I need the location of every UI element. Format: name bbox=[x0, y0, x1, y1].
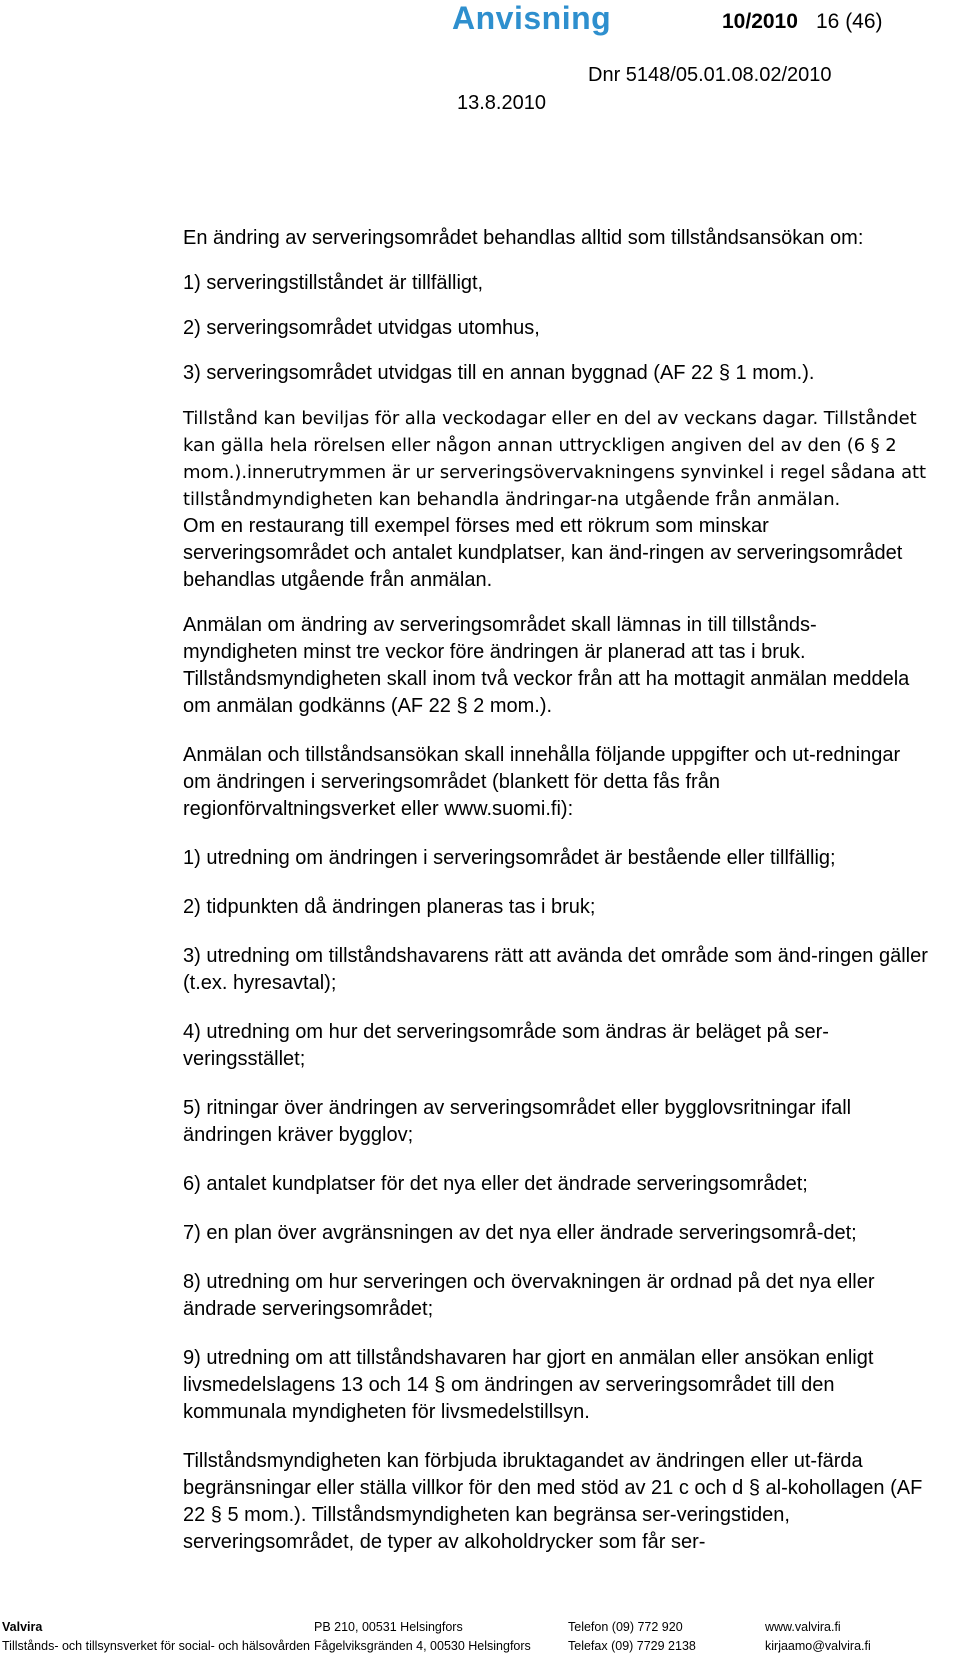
document-number: 10/2010 bbox=[722, 10, 798, 33]
paragraph-smoking-room: Om en restaurang till exempel förses med ett rökrum som minskar serveringsområdet och antalet kundplatser, kan änd-ringen av serveringsområdet behandlas utgående från anmälan. bbox=[183, 515, 903, 591]
list-item: 3) utredning om tillståndshavarens rätt att avända det område som änd-ringen gäller (t.ex. hyresavtal); bbox=[183, 945, 928, 994]
footer-phones bbox=[568, 1618, 696, 1656]
footer-email-link[interactable]: kirjaamo@valvira.fi bbox=[765, 1639, 871, 1653]
list-item: 9) utredning om att tillståndshavaren har gjort en anmälan eller ansökan enligt livsmedelslagens 13 och 14 § om ändringen av serveringsområdet till den kommunala myndigheten för livsmedelstillsyn. bbox=[183, 1347, 874, 1423]
list-item: 8) utredning om hur serveringen och övervakningen är ordnad på det nya eller ändrade serveringsområdet; bbox=[183, 1271, 875, 1320]
condition-item-1: 1) serveringstillståndet är tillfälligt, bbox=[183, 272, 484, 294]
document-type-title: Anvisning bbox=[452, 0, 612, 36]
document-date: 13.8.2010 bbox=[457, 92, 546, 114]
footer-organization bbox=[2, 1618, 310, 1656]
document-body bbox=[183, 225, 928, 1556]
condition-item-3: 3) serveringsområdet utvidgas till en annan byggnad (AF 22 § 1 mom.). bbox=[183, 362, 815, 384]
footer-website-link[interactable]: www.valvira.fi bbox=[765, 1620, 841, 1634]
page-number: 16 (46) bbox=[816, 10, 883, 33]
footer-org-full: Tillstånds- och tillsynsverket för social- och hälsovården bbox=[2, 1639, 310, 1653]
footer-postal-address: PB 210, 00531 Helsingfors bbox=[314, 1620, 463, 1634]
paragraph-permit-scope: Tillstånd kan beviljas för alla veckodagar eller en del av veckans dagar. Tillståndet kan gälla hela rörelsen eller någon annan uttryckligen angiven del av den (6 § 2 mom.).innerutrymmen är ur serveringsövervakningens synvinkel i regel sådana att tillståndmyndigheten kan behandla ändringar-na utgående från anmälan. bbox=[183, 408, 926, 510]
list-item: 2) tidpunkten då ändringen planeras tas i bruk; bbox=[183, 896, 596, 918]
footer-phone: Telefon (09) 772 920 bbox=[568, 1620, 683, 1634]
list-item: 1) utredning om ändringen i serveringsområdet är bestående eller tillfällig; bbox=[183, 847, 836, 869]
list-item: 7) en plan över avgränsningen av det nya eller ändrade serveringsområ-det; bbox=[183, 1222, 857, 1244]
paragraph-required-info: Anmälan och tillståndsansökan skall innehålla följande uppgifter och ut-redningar om ändringen i serveringsområdet (blankett för detta fås från regionförvaltningsverket eller www.suomi.fi): bbox=[183, 744, 901, 820]
paragraph-notification: Anmälan om ändring av serveringsområdet skall lämnas in till tillstånds-myndigheten minst tre veckor före ändringen är planerad att tas i bruk. Tillståndsmyndigheten skall inom två veckor från att ha mottagit anmälan meddela om anmälan godkänns (AF 22 § 2 mom.). bbox=[183, 614, 910, 717]
paragraph-restrictions: Tillståndsmyndigheten kan förbjuda ibruktagandet av ändringen eller ut-färda begränsningar eller ställa villkor för den med stöd av 21 c och d § al-kohollagen (AF 22 § 5 mom.). Tillståndsmyndigheten kan begränsa ser-veringstiden, serveringsområdet, de typer av alkoholdrycker som får ser- bbox=[183, 1450, 923, 1553]
footer-address bbox=[314, 1618, 531, 1656]
page-footer bbox=[0, 1618, 960, 1663]
list-item: 5) ritningar över ändringen av serveringsområdet eller bygglovsritningar ifall ändringen kräver bygglov; bbox=[183, 1097, 852, 1146]
paragraph-intro: En ändring av serveringsområdet behandlas alltid som tillståndsansökan om: bbox=[183, 227, 864, 249]
footer-online bbox=[765, 1618, 871, 1656]
condition-item-2: 2) serveringsområdet utvidgas utomhus, bbox=[183, 317, 540, 339]
footer-fax: Telefax (09) 7729 2138 bbox=[568, 1639, 696, 1653]
footer-org-short: Valvira bbox=[2, 1620, 43, 1634]
list-item: 4) utredning om hur det serveringsområde som ändras är beläget på ser-veringsstället; bbox=[183, 1021, 829, 1070]
list-item: 6) antalet kundplatser för det nya eller det ändrade serveringsområdet; bbox=[183, 1173, 808, 1195]
footer-street-address: Fågelviksgränden 4, 00530 Helsingfors bbox=[314, 1639, 531, 1653]
registry-number: Dnr 5148/05.01.08.02/2010 bbox=[588, 64, 832, 86]
